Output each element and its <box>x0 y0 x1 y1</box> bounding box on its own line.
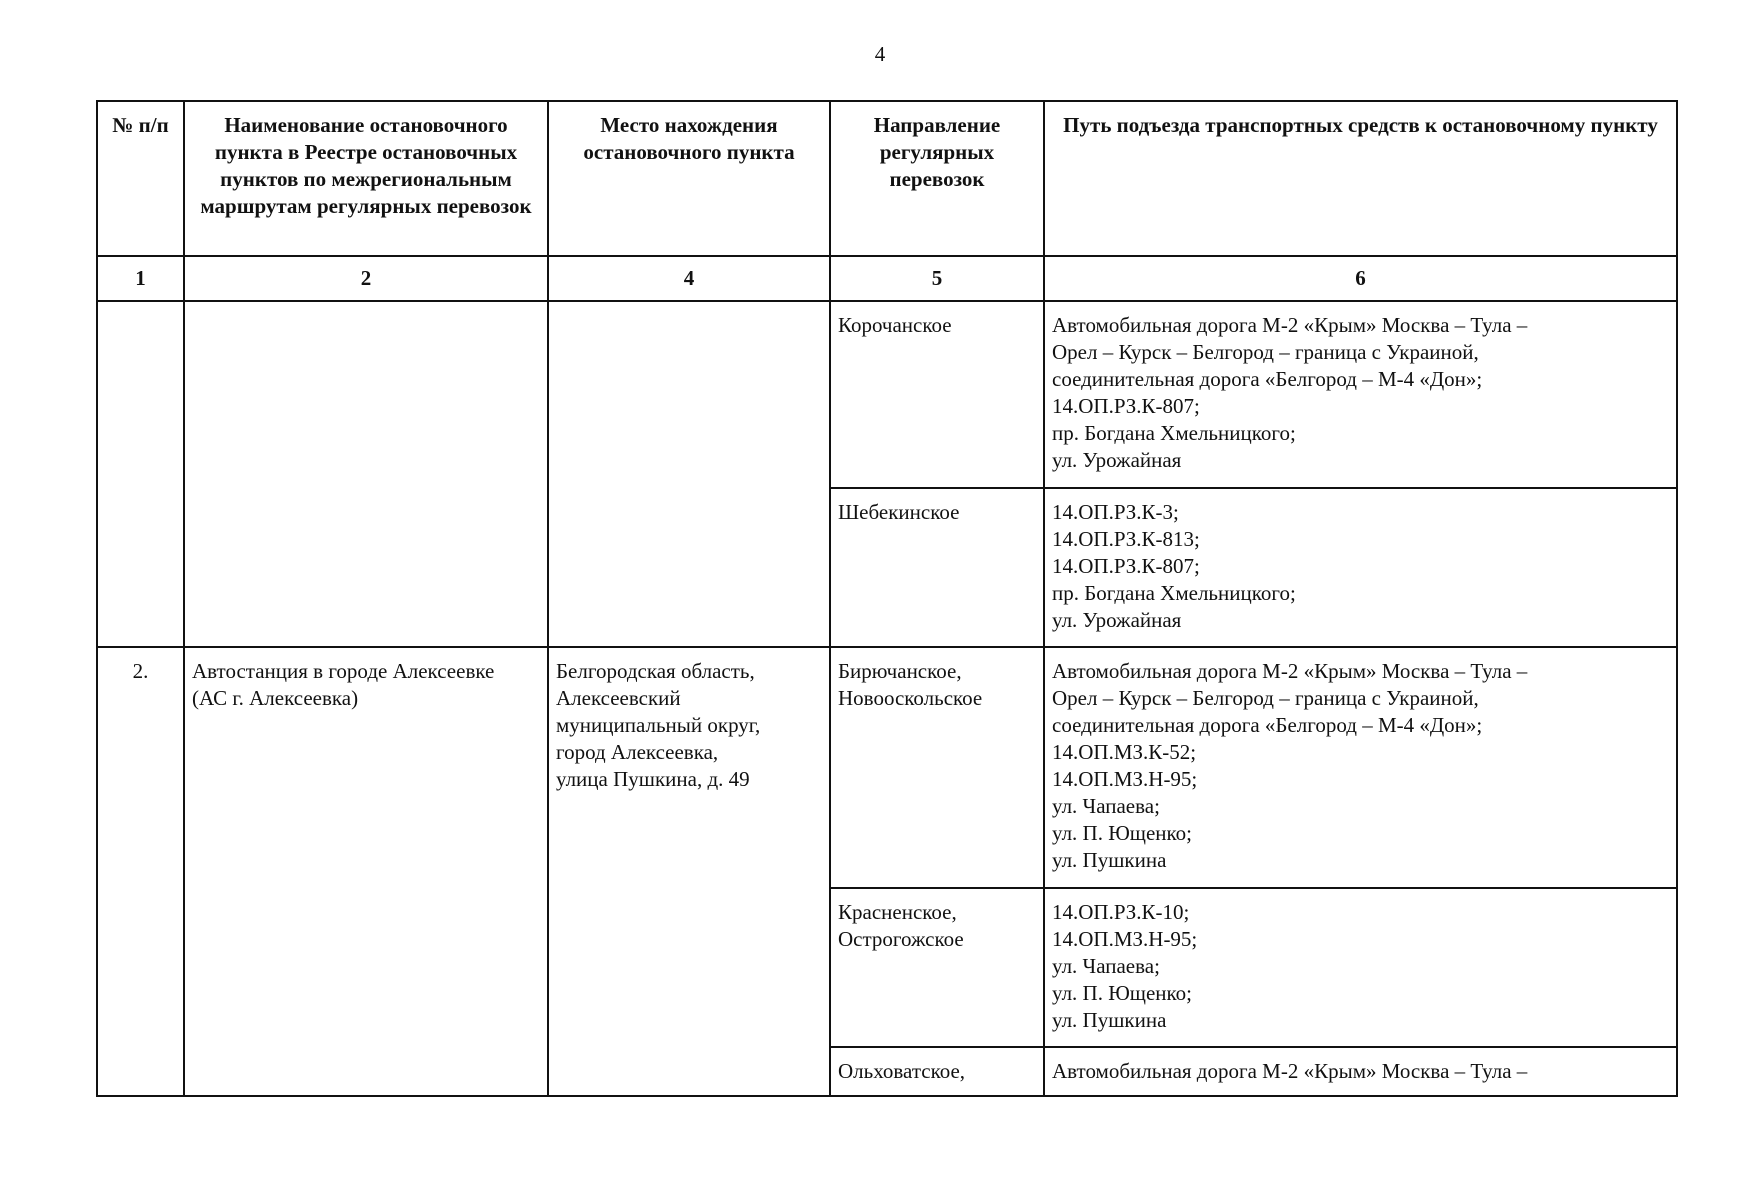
route-line: Автомобильная дорога М-2 «Крым» Москва – Тула – <box>1052 659 1528 683</box>
column-number: 2 <box>184 256 548 301</box>
location-line: муниципальный округ, <box>556 713 761 737</box>
entry-name-line: Автостанция в городе Алексеевке <box>192 659 495 683</box>
route-line: Автомобильная дорога М-2 «Крым» Москва – Тула – <box>1052 1059 1528 1083</box>
route-line: ул. Пушкина <box>1052 848 1167 872</box>
direction-text: Бирючанское, <box>838 659 962 683</box>
direction-cell <box>830 488 1044 647</box>
entry-name-cell <box>184 647 548 1096</box>
route-line: ул. Чапаева; <box>1052 794 1160 818</box>
direction-cell <box>830 888 1044 1047</box>
direction-text: Острогожское <box>838 927 964 951</box>
direction-text: Ольховатское, <box>838 1059 966 1083</box>
location-line: Алексеевский <box>556 686 681 710</box>
route-cell <box>1044 1047 1677 1096</box>
route-line: 14.ОП.МЗ.Н-95; <box>1052 927 1198 951</box>
entry-number-cell <box>97 647 184 1096</box>
entry-location-cell <box>548 301 830 647</box>
route-line: пр. Богдана Хмельницкого; <box>1052 581 1296 605</box>
entry-name-line: (АС г. Алексеевка) <box>192 686 359 710</box>
route-line: Автомобильная дорога М-2 «Крым» Москва – Тула – <box>1052 313 1528 337</box>
column-number: 5 <box>830 256 1044 301</box>
route-cell <box>1044 301 1677 488</box>
direction-text: Новооскольское <box>838 686 983 710</box>
direction-cell <box>830 1047 1044 1096</box>
page-number: 4 <box>874 42 886 66</box>
route-cell <box>1044 488 1677 647</box>
route-line: 14.ОП.РЗ.К-813; <box>1052 527 1200 551</box>
location-line: улица Пушкина, д. 49 <box>556 767 750 791</box>
route-line: 14.ОП.РЗ.К-3; <box>1052 500 1179 524</box>
location-line: город Алексеевка, <box>556 740 719 764</box>
table-row <box>97 647 1677 888</box>
header-location: Место нахождения остановочного пункта <box>548 101 830 256</box>
header-direction: Направление регулярных перевозок <box>830 101 1044 256</box>
route-cell <box>1044 888 1677 1047</box>
column-number: 1 <box>97 256 184 301</box>
route-line: соединительная дорога «Белгород – М-4 «Дон»; <box>1052 367 1483 391</box>
column-number: 6 <box>1044 256 1677 301</box>
route-line: 14.ОП.МЗ.К-52; <box>1052 740 1197 764</box>
location-line: Белгородская область, <box>556 659 755 683</box>
direction-text: Корочанское <box>838 313 952 337</box>
route-line: Орел – Курск – Белгород – граница с Украиной, <box>1052 340 1479 364</box>
header-stop-name: Наименование остановочного пункта в Реестре остановочных пунктов по межрегиональным маршрутам регулярных перевозок <box>184 101 548 256</box>
direction-text: Шебекинское <box>838 500 960 524</box>
route-cell <box>1044 647 1677 888</box>
route-line: 14.ОП.РЗ.К-807; <box>1052 554 1200 578</box>
direction-text: Красненское, <box>838 900 957 924</box>
header-access-route: Путь подъезда транспортных средств к остановочному пункту <box>1044 101 1677 256</box>
column-number: 4 <box>548 256 830 301</box>
route-line: ул. П. Ющенко; <box>1052 821 1193 845</box>
entry-number: 2. <box>132 659 149 683</box>
route-line: ул. П. Ющенко; <box>1052 981 1193 1005</box>
direction-cell <box>830 301 1044 488</box>
table-row <box>97 301 1677 488</box>
route-line: 14.ОП.МЗ.Н-95; <box>1052 767 1198 791</box>
table-header-row <box>97 101 1677 256</box>
route-line: пр. Богдана Хмельницкого; <box>1052 421 1296 445</box>
entry-name-cell <box>184 301 548 647</box>
route-line: Орел – Курск – Белгород – граница с Украиной, <box>1052 686 1479 710</box>
header-number: № п/п <box>97 101 184 256</box>
stops-registry-table <box>96 100 1678 1097</box>
route-line: ул. Чапаева; <box>1052 954 1160 978</box>
route-line: 14.ОП.РЗ.К-10; <box>1052 900 1190 924</box>
route-line: 14.ОП.РЗ.К-807; <box>1052 394 1200 418</box>
entry-number-cell <box>97 301 184 647</box>
route-line: ул. Пушкина <box>1052 1008 1167 1032</box>
route-line: ул. Урожайная <box>1052 608 1182 632</box>
direction-cell <box>830 647 1044 888</box>
route-line: соединительная дорога «Белгород – М-4 «Дон»; <box>1052 713 1483 737</box>
entry-location-cell <box>548 647 830 1096</box>
column-number-row <box>97 256 1677 301</box>
route-line: ул. Урожайная <box>1052 448 1182 472</box>
